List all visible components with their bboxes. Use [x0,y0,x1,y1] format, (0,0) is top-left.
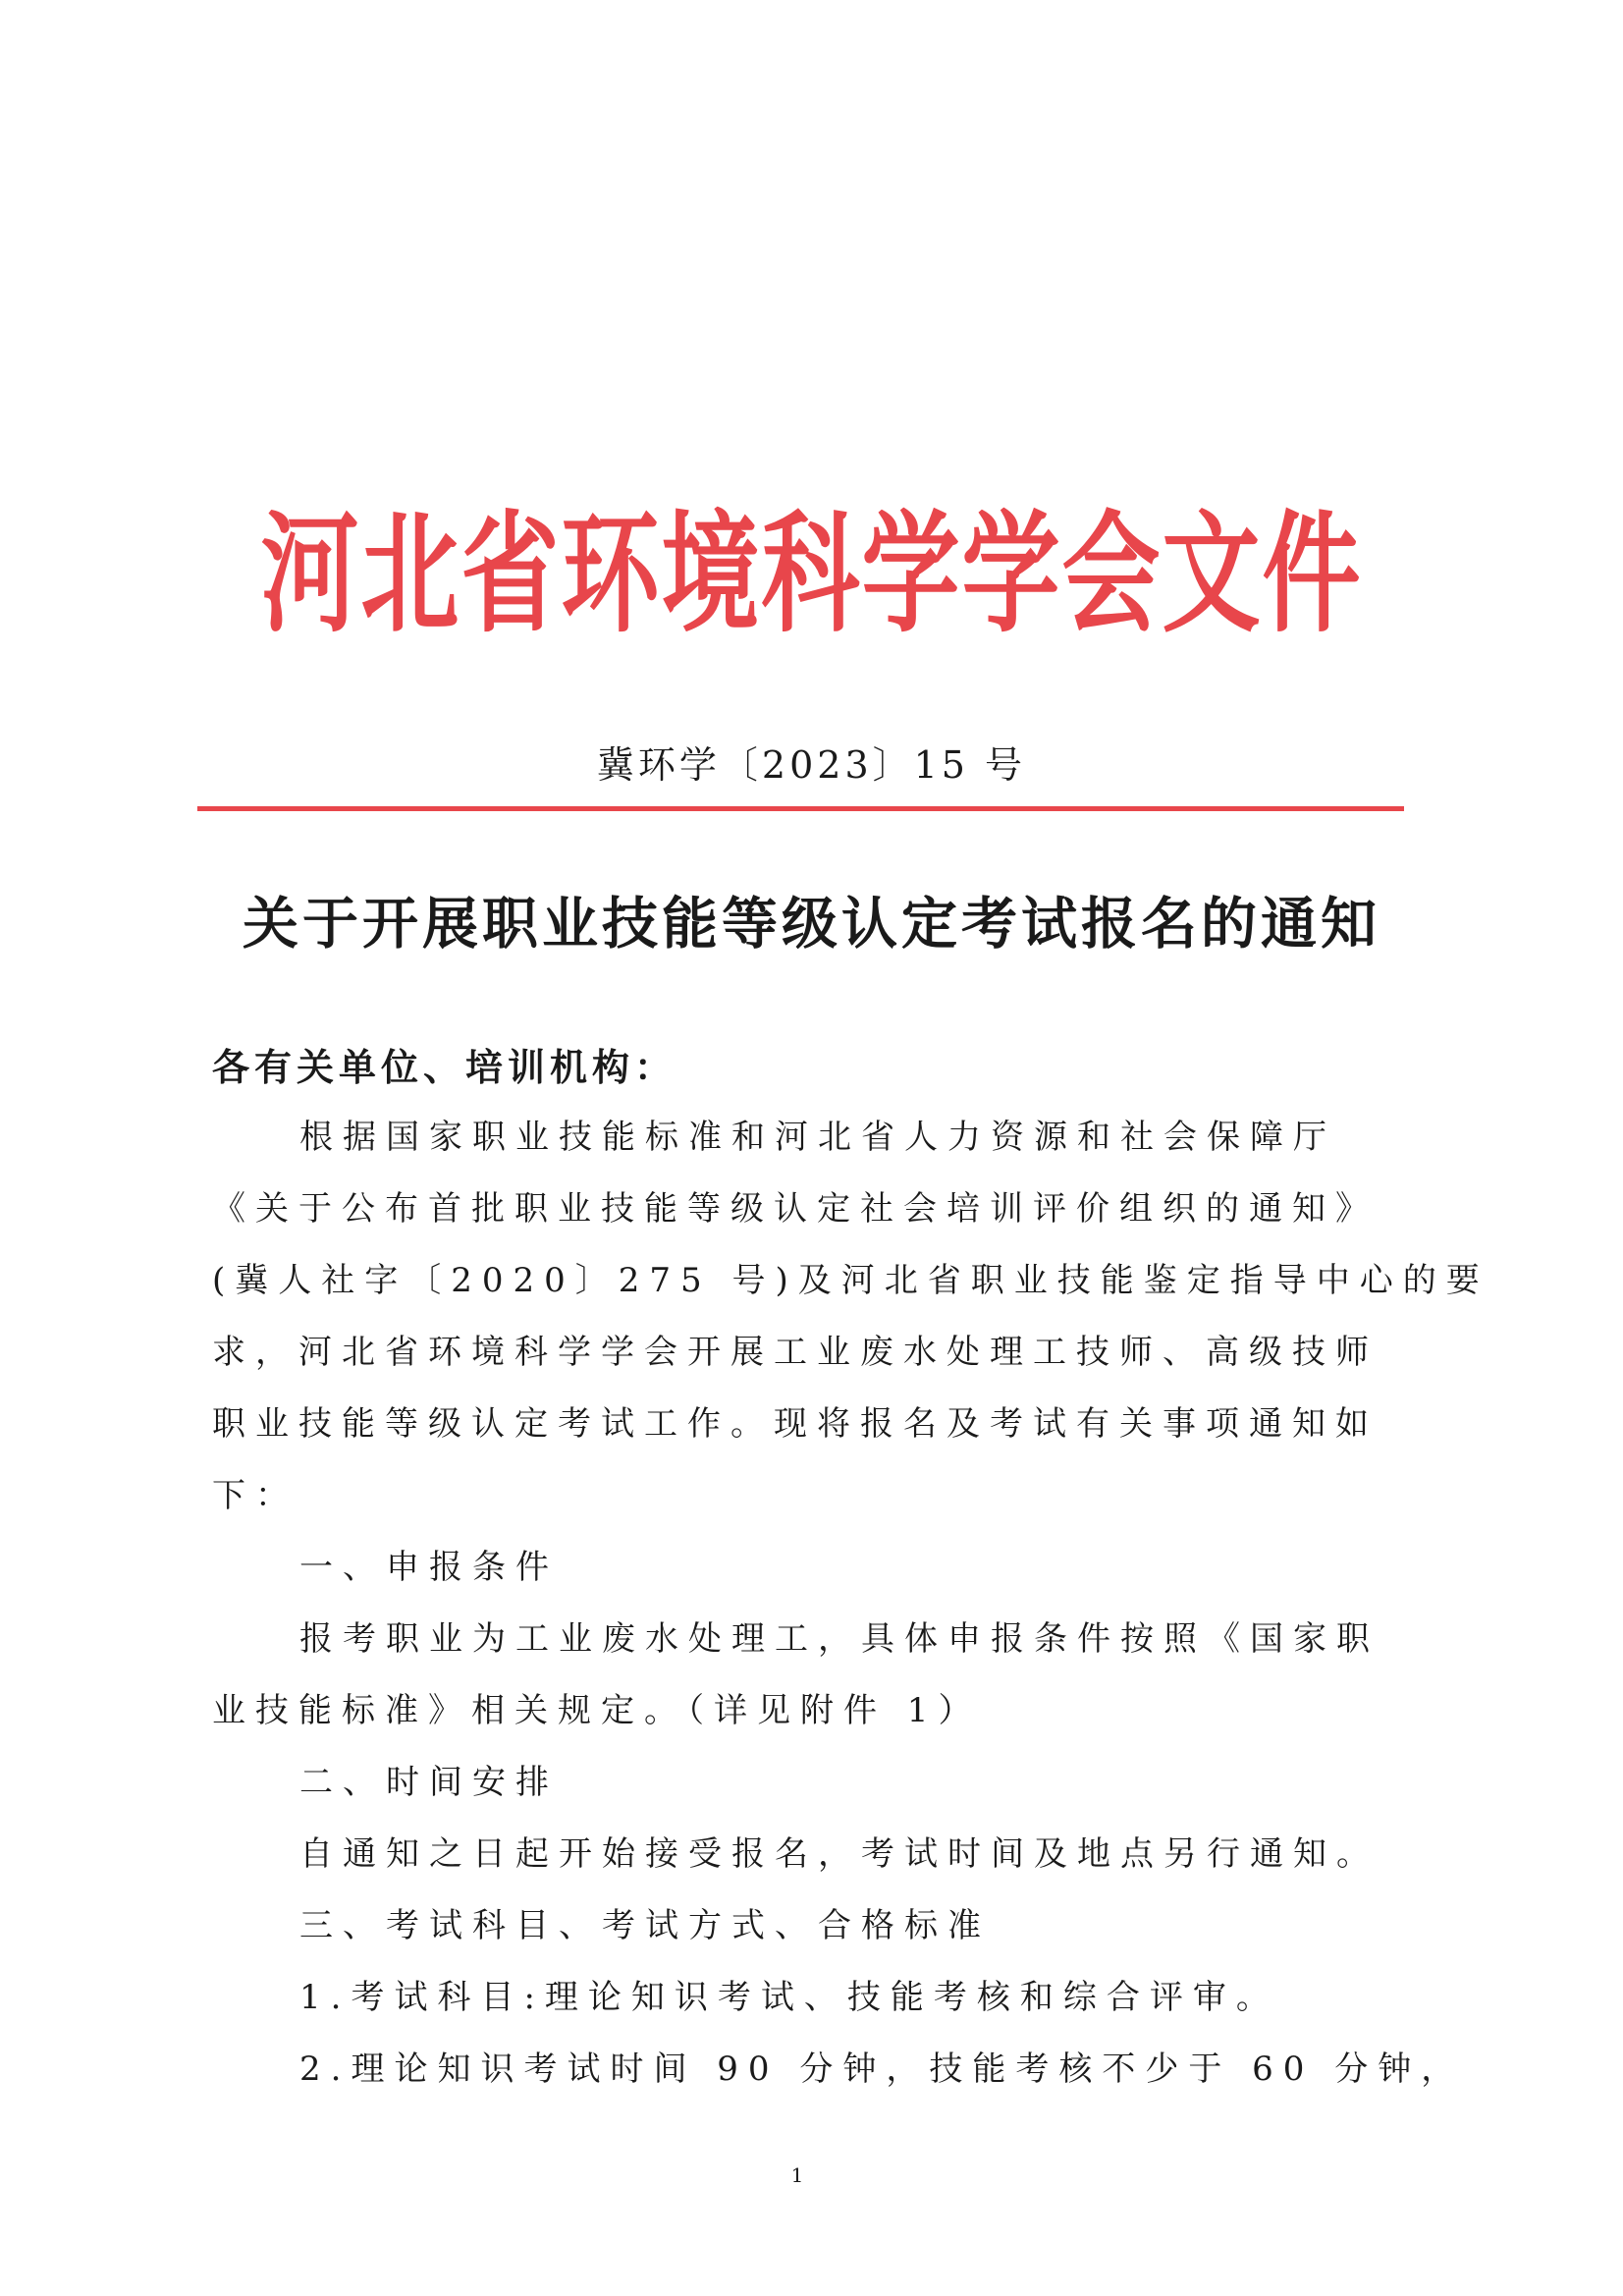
body-line: 自通知之日起开始接受报名，考试时间及地点另行通知。 [299,1834,1380,1874]
salutation: 各有关单位、培训机构： [212,1045,677,1089]
list-item: 1.考试科目:理论知识考试、技能考核和综合评审。 [299,1978,1279,2017]
body-line: 下： [212,1476,298,1515]
section-heading-1: 一、申报条件 [299,1548,559,1587]
body-line: 业技能标准》相关规定。（详见附件 1） [212,1691,982,1730]
body-line: 《关于公布首批职业技能等级认定社会培训评价组织的通知》 [212,1189,1379,1229]
red-divider-line [197,806,1404,811]
list-item: 2.理论知识考试时间 90 分钟，技能考核不少于 60 分钟， [299,2050,1465,2089]
body-line: 根据国家职业技能标准和河北省人力资源和社会保障厅 [299,1118,1336,1157]
document-number: 冀环学〔2023〕15 号 [596,743,1027,787]
org-document-header: 河北省环境科学学会文件 [260,496,1363,651]
section-heading-2: 二、时间安排 [299,1763,559,1802]
section-heading-3: 三、考试科目、考试方式、合格标准 [299,1906,991,1945]
body-line: (冀人社字〔2020〕275 号)及河北省职业技能鉴定指导中心的要 [212,1261,1489,1300]
page-number: 1 [790,2163,804,2187]
body-line: 求，河北省环境科学学会开展工业废水处理工技师、高级技师 [212,1333,1379,1372]
notice-title: 关于开展职业技能等级认定考试报名的通知 [243,891,1380,957]
body-line: 报考职业为工业废水处理工，具体申报条件按照《国家职 [299,1619,1380,1659]
notice-body [212,1102,1489,2105]
body-line: 职业技能等级认定考试工作。现将报名及考试有关事项通知如 [212,1404,1379,1444]
